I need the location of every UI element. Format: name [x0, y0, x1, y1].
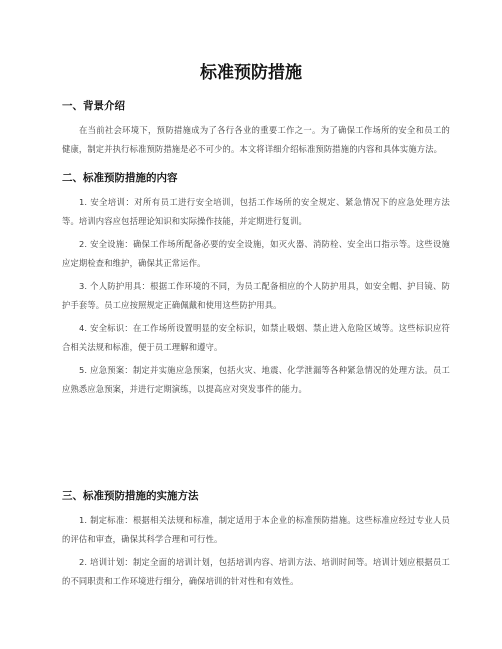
section-heading: 二、标准预防措施的内容: [62, 172, 178, 184]
section-contents: [62, 171, 450, 398]
section-background: [62, 99, 450, 158]
paragraph: 在当前社会环境下，预防措施成为了各行各业的重要工作之一。为了确保工作场所的安全和员工的健康，制定并执行标准预防措施是必不可少的。本文将详细介绍标准预防措施的内容和具体实施方法。: [62, 125, 450, 154]
section-heading: 三、标准预防措施的实施方法: [62, 490, 199, 502]
paragraph: 2. 安全设施：确保工作场所配备必要的安全设施，如灭火器、消防栓、安全出口指示等。这些设施应定期检查和维护，确保其正常运作。: [62, 239, 450, 268]
paragraph: 1. 安全培训：对所有员工进行安全培训，包括工作场所的安全规定、紧急情况下的应急处理方法等。培训内容应包括理论知识和实际操作技能，并定期进行复训。: [62, 197, 450, 226]
paragraph: 3. 个人防护用具：根据工作环境的不同，为员工配备相应的个人防护用具，如安全帽、护目镜、防护手套等。员工应按照规定正确佩戴和使用这些防护用具。: [62, 281, 450, 310]
section-heading: 一、背景介绍: [62, 100, 125, 112]
page-title: 标准预防措施: [200, 63, 302, 83]
paragraph: 1. 制定标准：根据相关法规和标准，制定适用于本企业的标准预防措施。这些标准应经过专业人员的评估和审查，确保其科学合理和可行性。: [62, 515, 450, 544]
section-implementation: [62, 489, 450, 590]
paragraph: 4. 安全标识：在工作场所设置明显的安全标识，如禁止吸烟、禁止进入危险区域等。这些标识应符合相关法规和标准，便于员工理解和遵守。: [62, 323, 450, 352]
paragraph: 2. 培训计划：制定全面的培训计划，包括培训内容、培训方法、培训时间等。培训计划应根据员工的不同职责和工作环境进行细分，确保培训的针对性和有效性。: [62, 557, 450, 586]
paragraph: 5. 应急预案：制定并实施应急预案，包括火灾、地震、化学泄漏等各种紧急情况的处理方法。员工应熟悉应急预案，并进行定期演练，以提高应对突发事件的能力。: [62, 365, 450, 394]
